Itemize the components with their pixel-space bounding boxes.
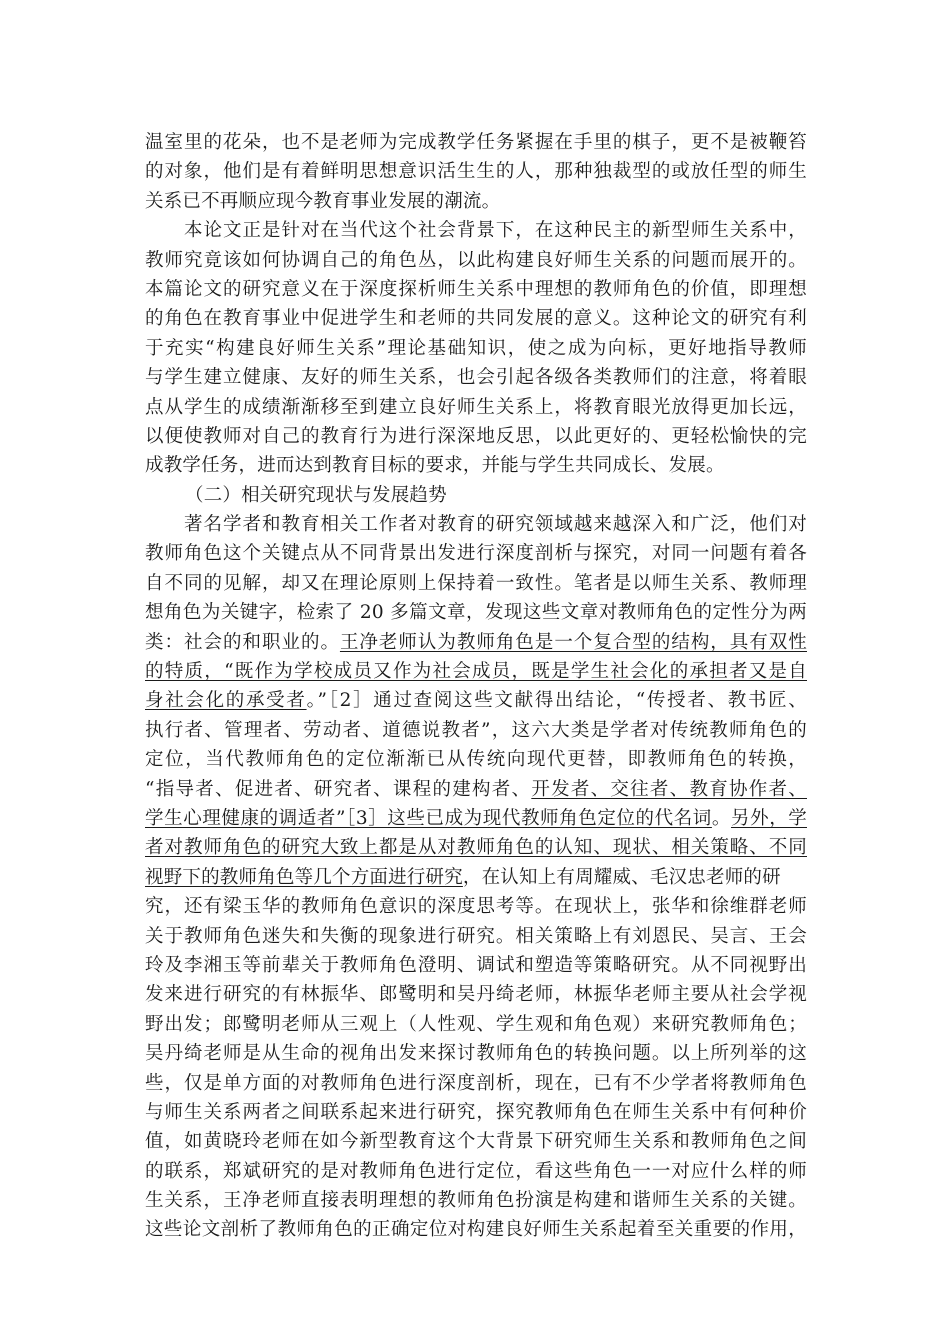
underlined-text: 王净老师认为教师角色是一个复合型的结构，具有双性 — [339, 631, 807, 653]
text-line — [145, 775, 807, 804]
text-segment: （二）相关研究现状与发展趋势 — [185, 484, 447, 506]
text-segment: 这些论文剖析了教师角色的正确定位对构建良好师生关系起着至关重要的作用， — [145, 1219, 807, 1241]
text-segment: 想角色为关键字，检索了 20 多篇文章，发现这些文章对教师角色的定性分为两 — [145, 602, 807, 624]
text-segment: 温室里的花朵，也不是老师为完成教学任务紧握在手里的棋子，更不是被鞭笞 — [145, 132, 807, 153]
text-segment: 生关系，王净老师直接表明理想的教师角色扮演是构建和谐师生关系的关键。 — [145, 1190, 807, 1212]
text-segment: 。 — [711, 807, 732, 829]
text-segment: 的联系，郑斌研究的是对教师角色进行定位，看这些角色一一对应什么样的师 — [145, 1160, 807, 1182]
text-line — [145, 275, 807, 304]
text-line — [145, 598, 807, 627]
text-line — [145, 363, 807, 392]
text-line — [145, 1039, 807, 1068]
body-text — [145, 128, 807, 1245]
text-segment: ，在认知上有周耀威、毛汉忠老师的研 — [462, 866, 781, 888]
text-segment: 于充实“构建良好师生关系”理论基础知识，使之成为向标，更好地指导教师 — [145, 337, 807, 359]
text-segment: 关于教师角色迷失和失衡的现象进行研究。相关策略上有刘恩民、吴言、王会 — [145, 925, 807, 947]
underlined-text: 视野下的教师角色等几个方面进行研究 — [145, 866, 463, 888]
underlined-text: 者对教师角色的研究大致上都是从对教师角色的认知、现状、相关策略、不同 — [145, 837, 807, 859]
text-line — [145, 539, 807, 568]
text-segment: 野出发；郎鹭明老师从三观上（人性观、学生观和角色观）来研究教师角色； — [145, 1013, 807, 1035]
text-segment: 成教学任务，进而达到教育目标的要求，并能与学生共同成长、发展。 — [145, 455, 725, 477]
text-line — [145, 922, 807, 951]
text-line — [145, 1010, 807, 1039]
text-segment: 以便使教师对自己的教育行为进行深深地反思，以此更好的、更轻松愉快的完 — [145, 425, 807, 447]
text-line — [145, 393, 807, 422]
text-line — [145, 304, 807, 333]
text-line — [145, 451, 807, 480]
text-line — [145, 628, 807, 657]
underlined-text: 身社会化的承受者 — [145, 690, 307, 712]
text-line — [145, 686, 807, 715]
text-line — [145, 833, 807, 862]
text-line — [145, 804, 807, 833]
text-segment: 发来进行研究的有林振华、郎鹭明和吴丹绮老师，林振华老师主要从社会学视 — [145, 984, 807, 1006]
text-segment: 的对象，他们是有着鲜明思想意识活生生的人，那种独裁型的或放任型的师生 — [145, 161, 807, 183]
text-line — [145, 716, 807, 745]
text-line — [145, 1215, 807, 1244]
text-line — [145, 980, 807, 1009]
text-segment: 自不同的见解，却又在理论原则上保持着一致性。笔者是以师生关系、教师理 — [145, 572, 807, 594]
text-line — [145, 246, 807, 275]
text-segment: 究，还有梁玉华的教师角色意识的深度思考等。在现状上，张华和徐维群老师 — [145, 896, 807, 918]
text-line — [145, 1127, 807, 1156]
text-segment: 吴丹绮老师是从生命的视角出发来探讨教师角色的转换问题。以上所列举的这 — [145, 1043, 807, 1065]
text-segment: 玲及李湘玉等前辈关于教师角色澄明、调试和塑造等策略研究。从不同视野出 — [145, 954, 807, 976]
text-segment: 关系已不再顺应现今教育事业发展的潮流。 — [145, 190, 501, 212]
text-segment: “指导者、促进者、研究者、课程的建构者、 — [145, 778, 532, 800]
text-line — [145, 863, 807, 892]
text-segment: 本论文正是针对在当代这个社会背景下，在这种民主的新型师生关系中， — [145, 220, 807, 242]
text-line — [145, 1157, 807, 1186]
text-line — [145, 187, 807, 216]
underlined-text: 开发者、交往者、教育协作者、 — [531, 778, 807, 800]
text-line — [145, 1186, 807, 1215]
text-segment: 教师究竟该如何协调自己的角色丛，以此构建良好师生关系的问题而展开的。 — [145, 249, 807, 271]
text-segment: 定位，当代教师角色的定位渐渐已从传统向现代更替，即教师角色的转换， — [145, 749, 807, 771]
text-line — [145, 892, 807, 921]
text-segment: 与师生关系两者之间联系起来进行研究，探究教师角色在师生关系中有何种价 — [145, 1101, 807, 1123]
underlined-text: 学生心理健康的调适者”［3］这些已成为现代教师角色定位的代名词 — [145, 807, 712, 829]
underlined-text: 的特质，“既作为学校成员又作为社会成员，既是学生社会化的承担者又是自 — [145, 661, 807, 683]
text-line — [145, 951, 807, 980]
text-line — [145, 745, 807, 774]
text-segment: 类：社会的和职业的。 — [145, 631, 340, 653]
text-segment: 教师角色这个关键点从不同背景出发进行深度剖析与探究，对同一问题有着各 — [145, 543, 807, 565]
text-segment: 的角色在教育事业中促进学生和老师的共同发展的意义。这种论文的研究有利 — [145, 308, 807, 330]
text-line — [145, 510, 807, 539]
text-segment: 著名学者和教育相关工作者对教育的研究领域越来越深入和广泛，他们对 — [145, 514, 807, 536]
text-line — [145, 569, 807, 598]
text-line — [145, 1069, 807, 1098]
text-line — [145, 657, 807, 686]
text-line — [145, 422, 807, 451]
text-line — [145, 334, 807, 363]
text-line — [145, 216, 807, 245]
text-line — [145, 128, 807, 157]
text-line — [145, 1098, 807, 1127]
text-segment: 点从学生的成绩渐渐移至到建立良好师生关系上，将教育眼光放得更加长远， — [145, 396, 807, 418]
text-segment: 值，如黄晓玲老师在如今新型教育这个大背景下研究师生关系和教师角色之间 — [145, 1131, 807, 1153]
text-segment: 执行者、管理者、劳动者、道德说教者”，这六大类是学者对传统教师角色的 — [145, 719, 807, 741]
text-segment: 本篇论文的研究意义在于深度探析师生关系中理想的教师角色的价值，即理想 — [145, 278, 807, 300]
text-line — [145, 157, 807, 186]
text-segment: 。”［2］通过查阅这些文献得出结论，“传授者、教书匠、 — [306, 690, 807, 712]
underlined-text: 另外，学 — [731, 807, 807, 829]
text-segment: 些，仅是单方面的对教师角色进行深度剖析，现在，已有不少学者将教师角色 — [145, 1072, 807, 1094]
text-segment: 与学生建立健康、友好的师生关系，也会引起各级各类教师们的注意，将着眼 — [145, 367, 807, 389]
section-heading — [145, 481, 807, 510]
